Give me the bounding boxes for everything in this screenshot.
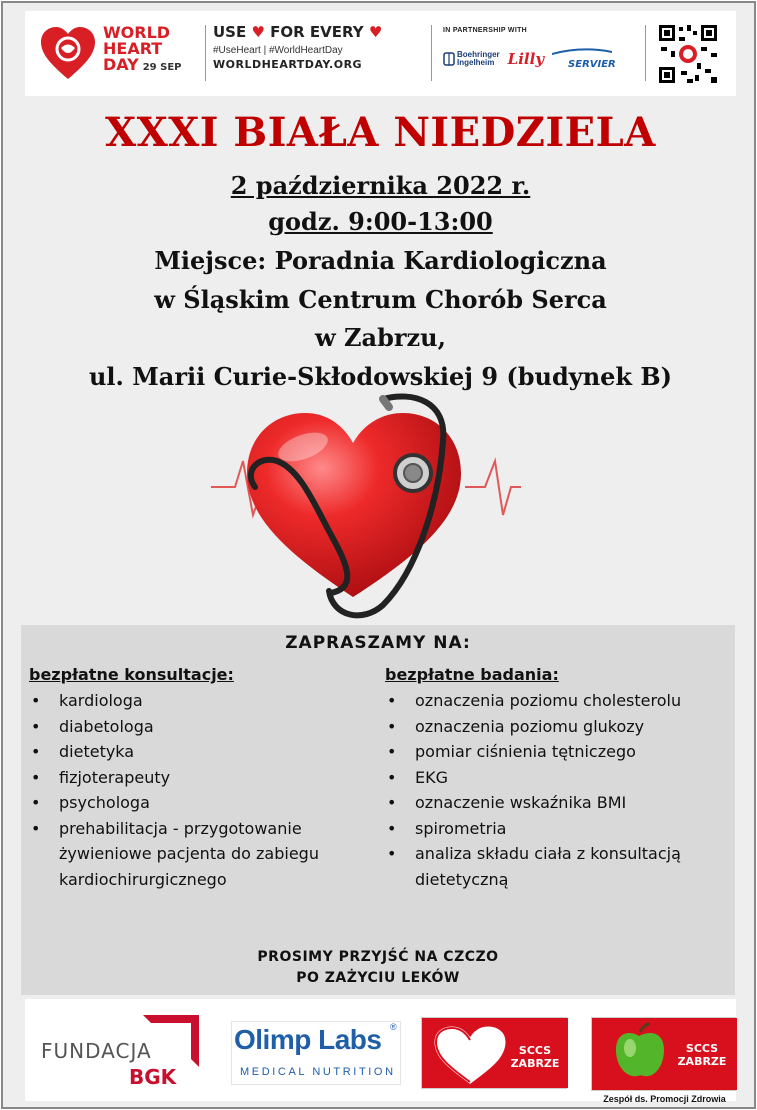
event-title: XXXI BIAŁA NIEDZIELA [105, 109, 656, 156]
event-place-line2: w Śląskim Centrum Chorób Serca [154, 285, 607, 314]
olimp-labs-logo [231, 1021, 401, 1085]
heart-icon: ♥ [368, 23, 383, 41]
list-item: • diabetologa [29, 714, 375, 740]
free-tests-section [385, 665, 731, 892]
boehringer-icon [443, 52, 455, 66]
whd-line1: WORLD [103, 23, 171, 42]
banner-divider [431, 25, 432, 81]
servier-logo [552, 48, 616, 70]
world-heart-day-banner [25, 11, 736, 96]
sccs-line2: ZABRZE [677, 1055, 727, 1068]
list-item: • spirometria [385, 816, 731, 842]
boehringer-logo [443, 51, 500, 67]
sccs-line2: ZABRZE [510, 1057, 560, 1070]
slogan-suffix: FOR EVERY [270, 23, 364, 41]
whd-line2: HEART [103, 39, 163, 58]
fasting-request [21, 947, 735, 989]
boehringer-line1: Boehringer [457, 50, 500, 59]
olimp-subtitle: MEDICAL NUTRITION [240, 1066, 396, 1078]
world-heart-day-logo [39, 23, 209, 85]
poster [1, 1, 756, 1109]
list-item: • dietetyka [29, 739, 375, 765]
use-heart-slogan [213, 23, 423, 71]
consultations-heading: bezpłatne konsultacje: [29, 665, 234, 684]
sponsor-logos [25, 999, 736, 1104]
outline-heart-icon [430, 1024, 510, 1086]
hashtags: #UseHeart | #WorldHeartDay [213, 45, 343, 56]
partnership-label: IN PARTNERSHIP WITH [443, 27, 527, 34]
tests-list [385, 688, 731, 892]
event-address: ul. Marii Curie-Skłodowskiej 9 (budynek B) [88, 362, 673, 391]
banner-divider [645, 25, 646, 81]
lilly-logo: Lilly [507, 50, 545, 68]
fundacja-bgk-logo [25, 999, 217, 1101]
registered-mark: ® [390, 1022, 397, 1032]
invitation-box [21, 625, 735, 995]
whd-line3: DAY [103, 55, 139, 74]
whd-date: 29 SEP [142, 62, 182, 73]
sccs-caption: Zespół ds. Promocji Zdrowia [603, 1094, 726, 1104]
website-url: WORLDHEARTDAY.ORG [213, 58, 363, 71]
sccs-health-promotion-logo [591, 1017, 736, 1104]
servier-text: SERVIER [568, 59, 616, 70]
servier-swoosh-icon [552, 48, 612, 56]
partners [443, 27, 643, 70]
boehringer-line2: Ingelheim [457, 58, 495, 67]
event-place-line3: w Zabrzu, [315, 323, 446, 352]
free-consultations-section [29, 665, 375, 892]
list-item: • prehabilitacja - przygotowanie żywieniowe pacjenta do zabiegu kardiochirurgicznego [29, 816, 375, 893]
heart-logo-icon [39, 25, 97, 81]
list-item: • analiza składu ciała z konsultacją dietetyczną [385, 841, 731, 892]
banner-divider [205, 25, 206, 81]
world-heart-day-wordmark [103, 25, 213, 76]
apple-icon [610, 1022, 668, 1080]
event-hours: godz. 9:00-13:00 [268, 207, 493, 236]
consultations-list [29, 688, 375, 892]
event-date: 2 października 2022 r. [230, 171, 531, 200]
request-line1: PROSIMY PRZYJŚĆ NA CZCZO [257, 949, 499, 965]
list-item: • pomiar ciśnienia tętniczego [385, 739, 731, 765]
invitation-title: ZAPRASZAMY NA: [285, 633, 471, 653]
heart-icon: ♥ [251, 23, 265, 41]
list-item: • EKG [385, 765, 731, 791]
tests-heading: bezpłatne badania: [385, 665, 559, 684]
slogan-prefix: USE [213, 23, 247, 41]
sccs-logo [421, 1017, 567, 1089]
list-item: • oznaczenie wskaźnika BMI [385, 790, 731, 816]
bgk-text: BGK [129, 1065, 177, 1089]
olimp-name: Olimp Labs [234, 1024, 382, 1055]
list-item: • psychologa [29, 790, 375, 816]
request-line2: PO ZAŻYCIU LEKÓW [296, 970, 460, 986]
list-item: • fizjoterapeuty [29, 765, 375, 791]
list-item: • oznaczenia poziomu glukozy [385, 714, 731, 740]
fundacja-text: FUNDACJA [41, 1039, 152, 1063]
sccs-line1: SCCS [518, 1044, 552, 1057]
qr-code-icon [657, 23, 719, 85]
list-item: • kardiologa [29, 688, 375, 714]
event-place-line1: Miejsce: Poradnia Kardiologiczna [154, 246, 607, 275]
sccs-line1: SCCS [685, 1042, 719, 1055]
list-item: • oznaczenia poziomu cholesterolu [385, 688, 731, 714]
heart-stethoscope-icon [203, 391, 523, 623]
